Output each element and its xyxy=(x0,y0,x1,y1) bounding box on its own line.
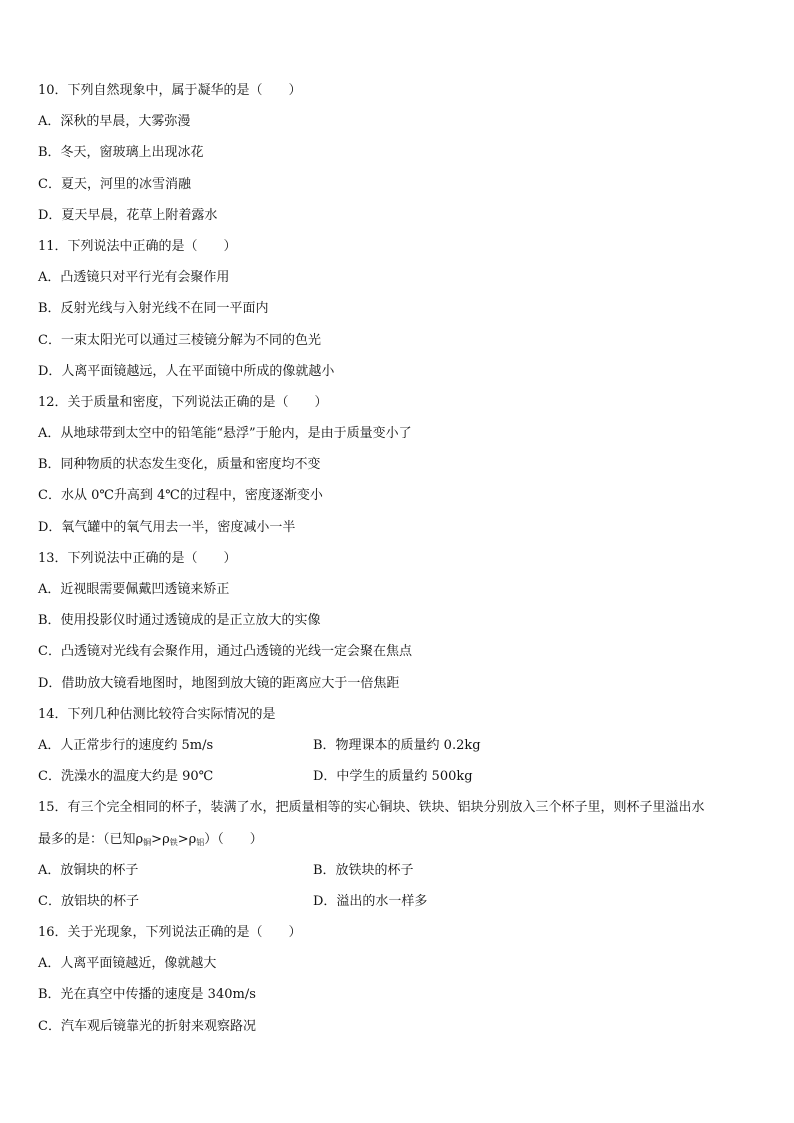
question-12-stem: 12．关于质量和密度，下列说法正确的是（ ） xyxy=(38,394,328,410)
question-14-option-b: B．物理课本的质量约 0.2kg xyxy=(313,737,481,753)
question-15-stem-line-2 xyxy=(38,829,758,860)
question-10-option-a: A．深秋的早晨，大雾弥漫 xyxy=(38,114,191,130)
density-symbol: ρ xyxy=(135,831,144,847)
question-15-stem-suffix: ）（ ） xyxy=(204,831,263,847)
question-13-option-b: B．使用投影仪时通过透镜成的是正立放大的实像 xyxy=(38,613,321,629)
density-symbol: ρ xyxy=(188,831,197,847)
question-14-options-row-1 xyxy=(38,735,758,766)
question-10-option-d: D．夏天早晨，花草上附着露水 xyxy=(38,207,218,223)
question-15-options-row-2 xyxy=(38,891,758,922)
question-16-stem: 16．关于光现象，下列说法正确的是（ ） xyxy=(38,925,302,941)
question-16-option-b: B．光在真空中传播的速度是 340m/s xyxy=(38,987,256,1003)
question-11-option-d: D．人离平面镜越远，人在平面镜中所成的像就越小 xyxy=(38,363,335,379)
subscript-aluminum: 铝 xyxy=(196,837,205,847)
question-16-option-a: A．人离平面镜越近，像就越大 xyxy=(38,956,217,972)
question-15-options-row-1 xyxy=(38,860,758,891)
question-15-option-c: C．放铝块的杯子 xyxy=(38,893,139,909)
greater-than-sign: > xyxy=(177,831,189,847)
question-10-stem: 10．下列自然现象中，属于凝华的是（ ） xyxy=(38,83,302,98)
question-11-option-a: A．凸透镜只对平行光有会聚作用 xyxy=(38,270,230,286)
question-15-option-a: A．放铜块的杯子 xyxy=(38,862,139,878)
greater-than-sign: > xyxy=(151,831,163,847)
question-15-stem-prefix: 最多的是：（已知 xyxy=(38,831,136,847)
exam-page xyxy=(38,80,758,1047)
question-12-option-d: D．氧气罐中的氧气用去一半，密度减小一半 xyxy=(38,519,296,535)
question-12-option-a: A．从地球带到太空中的铅笔能“悬浮”于舱内，是由于质量变小了 xyxy=(38,426,412,442)
question-10-option-b: B．冬天，窗玻璃上出现冰花 xyxy=(38,145,204,161)
question-14-stem: 14．下列几种估测比较符合实际情况的是 xyxy=(38,706,276,722)
question-14-option-d: D．中学生的质量约 500kg xyxy=(313,769,473,785)
question-16-option-c: C．汽车观后镜靠光的折射来观察路况 xyxy=(38,1018,256,1034)
question-15-option-b: B．放铁块的杯子 xyxy=(313,862,414,878)
question-14-option-c: C．洗澡水的温度大约是 90℃ xyxy=(38,769,214,785)
question-15-option-d: D．溢出的水一样多 xyxy=(313,893,428,909)
subscript-copper: 铜 xyxy=(143,837,152,847)
question-14-options-row-2 xyxy=(38,766,758,797)
question-11-stem: 11．下列说法中正确的是（ ） xyxy=(38,238,237,254)
question-14-option-a: A．人正常步行的速度约 5m/s xyxy=(38,737,214,753)
question-11-option-c: C．一束太阳光可以通过三棱镜分解为不同的色光 xyxy=(38,332,321,348)
question-13-option-c: C．凸透镜对光线有会聚作用，通过凸透镜的光线一定会聚在焦点 xyxy=(38,644,412,660)
question-13-option-d: D．借助放大镜看地图时，地图到放大镜的距离应大于一倍焦距 xyxy=(38,675,400,691)
question-11-option-b: B．反射光线与入射光线不在同一平面内 xyxy=(38,301,269,317)
question-13-stem: 13．下列说法中正确的是（ ） xyxy=(38,550,237,566)
question-12-option-c: C．水从 0℃升高到 4℃的过程中，密度逐渐变小 xyxy=(38,488,323,504)
subscript-iron: 铁 xyxy=(169,837,178,847)
question-12-option-b: B．同种物质的状态发生变化，质量和密度均不变 xyxy=(38,457,321,473)
question-15-stem-line-1: 15．有三个完全相同的杯子，装满了水，把质量相等的实心铜块、铁块、铝块分别放入三个杯子里，则杯子里溢出水 xyxy=(38,800,705,816)
question-10-option-c: C．夏天，河里的冰雪消融 xyxy=(38,176,191,192)
density-symbol: ρ xyxy=(162,831,170,847)
question-13-option-a: A．近视眼需要佩戴凹透镜来矫正 xyxy=(38,582,230,597)
